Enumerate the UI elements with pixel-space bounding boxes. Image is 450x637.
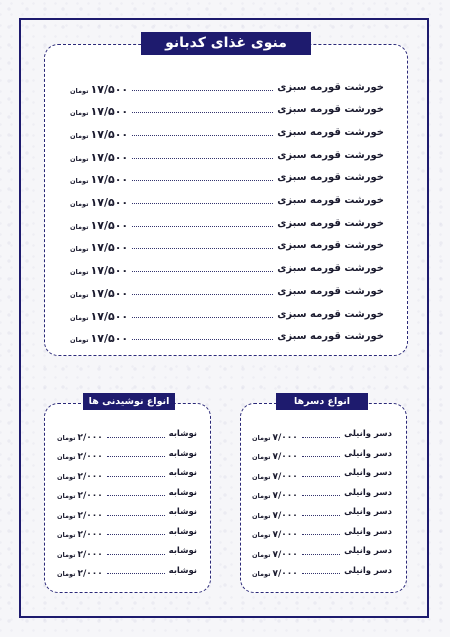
menu-item-row — [57, 447, 197, 461]
price-unit: تومان — [70, 336, 89, 345]
price-unit: تومان — [252, 570, 271, 578]
item-name: نوشابه — [168, 448, 197, 459]
menu-item-row — [70, 306, 384, 322]
dotted-leader — [107, 554, 165, 555]
menu-item-row — [57, 525, 197, 539]
item-name: نوشابه — [168, 487, 197, 498]
dotted-leader — [302, 534, 340, 535]
item-price — [70, 123, 128, 142]
menu-item-row — [70, 283, 384, 299]
price-unit: تومان — [252, 472, 271, 481]
dotted-leader — [132, 226, 273, 227]
item-price — [252, 522, 298, 541]
price-unit: تومان — [57, 531, 76, 539]
dotted-leader — [302, 515, 340, 516]
menu-item-row — [57, 466, 197, 480]
item-price — [252, 444, 298, 463]
dotted-leader — [132, 203, 273, 204]
drinks-title: انواع نوشیدنی ها — [83, 393, 175, 410]
item-price — [252, 425, 298, 444]
dotted-leader — [302, 573, 340, 574]
dotted-leader — [132, 90, 273, 91]
item-price — [57, 425, 103, 444]
price-unit: تومان — [252, 433, 271, 442]
price-unit: تومان — [70, 268, 89, 277]
dotted-leader — [302, 495, 340, 496]
item-price — [70, 236, 128, 255]
item-price — [57, 561, 103, 580]
item-name: دسر وانیلی — [344, 565, 392, 576]
price-unit: تومان — [70, 222, 89, 231]
price-unit: تومان — [57, 472, 76, 481]
price-value: ۷/۰۰۰ — [272, 491, 298, 501]
item-name: دسر وانیلی — [344, 468, 392, 478]
item-price — [70, 78, 128, 97]
menu-item-row — [252, 544, 392, 558]
dotted-leader — [132, 180, 273, 181]
dotted-leader — [107, 534, 165, 535]
item-name: دسر وانیلی — [344, 546, 392, 556]
price-unit: تومان — [70, 245, 89, 254]
dotted-leader — [302, 456, 340, 457]
item-price — [70, 282, 128, 301]
dotted-leader — [302, 437, 340, 438]
item-name: خورشت قورمه سبزی — [277, 81, 384, 93]
price-value: ۱۷/۵۰۰ — [90, 218, 129, 232]
item-name: دسر وانیلی — [344, 487, 392, 498]
item-price — [252, 503, 298, 522]
item-price — [70, 191, 128, 210]
price-value: ۲/۰۰۰ — [77, 471, 103, 482]
item-price — [70, 327, 128, 346]
price-unit: تومان — [57, 570, 76, 578]
price-unit: تومان — [70, 200, 89, 208]
item-price — [70, 100, 128, 119]
menu-item-row — [57, 427, 197, 441]
price-unit: تومان — [57, 550, 76, 559]
price-unit: تومان — [57, 492, 76, 500]
item-name: دسر وانیلی — [344, 429, 392, 439]
price-value: ۱۷/۵۰۰ — [90, 241, 129, 255]
item-name: نوشابه — [168, 546, 197, 556]
dotted-leader — [132, 135, 273, 136]
dotted-leader — [107, 573, 165, 574]
price-value: ۱۷/۵۰۰ — [90, 150, 129, 164]
item-name: خورشت قورمه سبزی — [277, 331, 384, 343]
price-value: ۲/۰۰۰ — [77, 510, 103, 521]
price-value: ۱۷/۵۰۰ — [90, 196, 129, 209]
item-name: دسر وانیلی — [344, 526, 392, 537]
price-value: ۱۷/۵۰۰ — [90, 127, 129, 141]
item-price — [70, 168, 128, 187]
menu-item-row — [57, 486, 197, 500]
menu-item-row — [70, 238, 384, 254]
item-name: خورشت قورمه سبزی — [277, 308, 384, 320]
price-value: ۱۷/۵۰۰ — [90, 173, 129, 187]
menu-item-row — [70, 329, 384, 345]
item-name: نوشابه — [168, 507, 197, 517]
item-price — [252, 483, 298, 502]
price-unit: تومان — [252, 550, 271, 559]
price-value: ۷/۰۰۰ — [272, 432, 298, 443]
item-name: نوشابه — [168, 429, 197, 439]
menu-item-row — [252, 505, 392, 519]
item-name: خورشت قورمه سبزی — [277, 104, 384, 116]
item-price — [57, 503, 103, 522]
price-unit: تومان — [57, 453, 76, 461]
price-value: ۲/۰۰۰ — [77, 530, 103, 540]
item-price — [57, 483, 103, 502]
item-name: خورشت قورمه سبزی — [277, 217, 384, 229]
price-value: ۲/۰۰۰ — [77, 432, 103, 443]
price-unit: تومان — [252, 531, 271, 539]
price-unit: تومان — [70, 313, 89, 322]
item-price — [70, 146, 128, 165]
dotted-leader — [107, 515, 165, 516]
item-price — [252, 464, 298, 483]
menu-item-row — [252, 427, 392, 441]
price-value: ۱۷/۵۰۰ — [90, 82, 129, 96]
menu-item-row — [252, 564, 392, 578]
item-name: نوشابه — [168, 468, 197, 478]
main-menu-title: منوی غذای کدبانو — [141, 32, 311, 55]
item-price — [252, 542, 298, 561]
menu-item-row — [70, 261, 384, 277]
item-name: نوشابه — [168, 526, 197, 537]
item-name: خورشت قورمه سبزی — [277, 263, 384, 275]
dotted-leader — [132, 112, 273, 113]
price-unit: تومان — [70, 109, 89, 118]
desserts-title: انواع دسرها — [276, 393, 368, 410]
menu-item-row — [57, 505, 197, 519]
price-value: ۱۷/۵۰۰ — [90, 309, 129, 323]
menu-item-row — [70, 79, 384, 95]
menu-item-row — [70, 102, 384, 118]
price-value: ۲/۰۰۰ — [77, 549, 103, 560]
price-value: ۱۷/۵۰۰ — [90, 286, 129, 300]
price-value: ۷/۰۰۰ — [272, 510, 298, 521]
item-name: دسر وانیلی — [344, 448, 392, 459]
dotted-leader — [132, 271, 273, 272]
dotted-leader — [107, 476, 165, 477]
menu-item-row — [57, 544, 197, 558]
menu-item-row — [70, 124, 384, 140]
price-unit: تومان — [70, 131, 89, 140]
dotted-leader — [132, 339, 273, 340]
price-unit: تومان — [57, 433, 76, 442]
price-unit: تومان — [57, 511, 76, 520]
dotted-leader — [302, 476, 340, 477]
dotted-leader — [302, 554, 340, 555]
price-value: ۷/۰۰۰ — [272, 549, 298, 560]
item-name: خورشت قورمه سبزی — [277, 195, 384, 206]
item-price — [57, 542, 103, 561]
price-unit: تومان — [252, 492, 271, 500]
price-value: ۲/۰۰۰ — [77, 452, 103, 462]
item-name: خورشت قورمه سبزی — [277, 126, 384, 138]
menu-item-row — [70, 193, 384, 209]
price-value: ۱۷/۵۰۰ — [90, 332, 129, 346]
price-value: ۷/۰۰۰ — [272, 569, 298, 579]
price-value: ۱۷/۵۰۰ — [90, 105, 129, 119]
price-unit: تومان — [70, 177, 89, 186]
menu-item-row — [252, 466, 392, 480]
price-value: ۲/۰۰۰ — [77, 569, 103, 579]
menu-item-row — [70, 215, 384, 231]
price-unit: تومان — [70, 154, 89, 163]
menu-item-row — [70, 147, 384, 163]
item-price — [57, 464, 103, 483]
dotted-leader — [132, 317, 273, 318]
dotted-leader — [107, 437, 165, 438]
price-unit: تومان — [252, 453, 271, 461]
item-price — [70, 214, 128, 233]
dotted-leader — [107, 495, 165, 496]
item-name: خورشت قورمه سبزی — [277, 285, 384, 297]
item-name: دسر وانیلی — [344, 507, 392, 517]
item-name: خورشت قورمه سبزی — [277, 172, 384, 184]
menu-item-row — [252, 525, 392, 539]
item-name: خورشت قورمه سبزی — [277, 240, 384, 252]
dotted-leader — [107, 456, 165, 457]
item-price — [57, 522, 103, 541]
item-name: نوشابه — [168, 565, 197, 576]
menu-item-row — [57, 564, 197, 578]
price-unit: تومان — [70, 86, 89, 95]
price-value: ۷/۰۰۰ — [272, 452, 298, 462]
menu-item-row — [70, 170, 384, 186]
item-price — [70, 259, 128, 278]
dotted-leader — [132, 294, 273, 295]
price-unit: تومان — [252, 511, 271, 520]
item-name: خورشت قورمه سبزی — [277, 149, 384, 161]
menu-item-row — [252, 447, 392, 461]
price-value: ۲/۰۰۰ — [77, 491, 103, 501]
dotted-leader — [132, 248, 273, 249]
price-value: ۱۷/۵۰۰ — [90, 264, 129, 278]
price-unit: تومان — [70, 290, 89, 299]
item-price — [57, 444, 103, 463]
item-price — [252, 561, 298, 580]
dotted-leader — [132, 158, 273, 159]
price-value: ۷/۰۰۰ — [272, 530, 298, 540]
price-value: ۷/۰۰۰ — [272, 471, 298, 482]
item-price — [70, 305, 128, 324]
menu-item-row — [252, 486, 392, 500]
